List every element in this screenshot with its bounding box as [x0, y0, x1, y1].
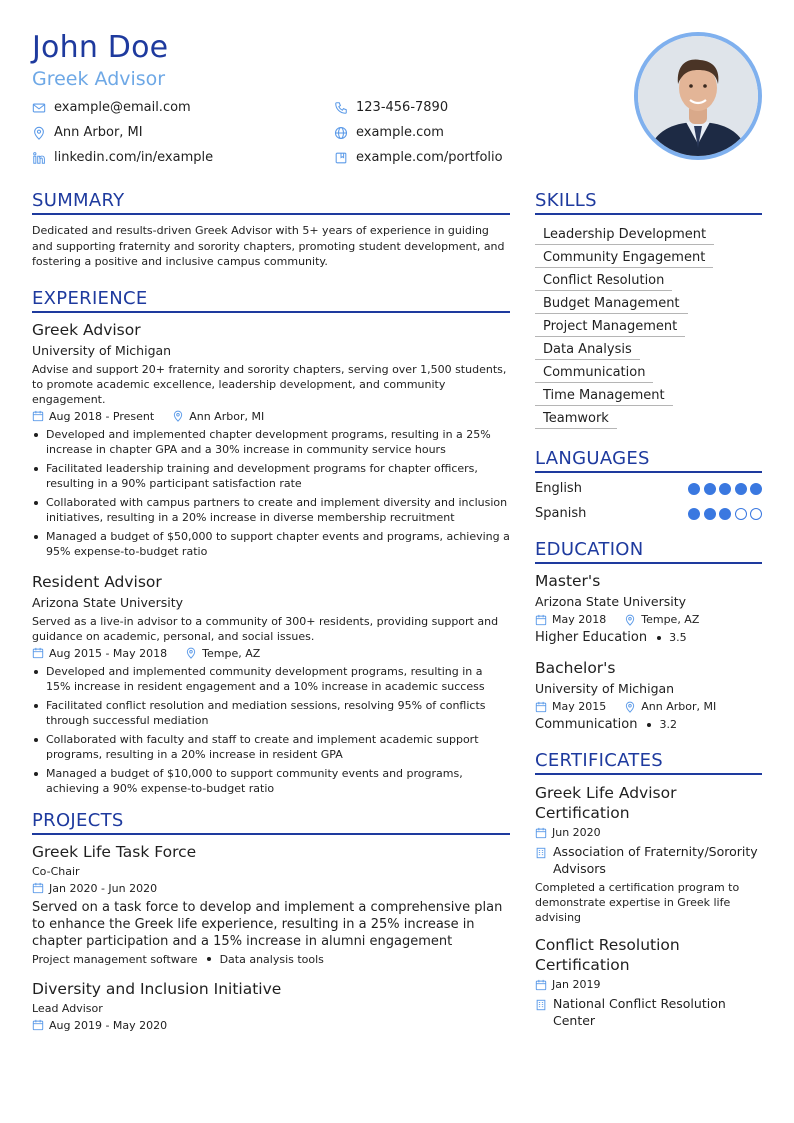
- bullet: Collaborated with campus partners to create and implement diversity and inclusion initiatives, resulting in a 20% increase in diverse membership recruitment: [32, 495, 510, 525]
- experience-bullets: [32, 664, 510, 796]
- experience-item: [32, 321, 510, 559]
- calendar-icon: [32, 882, 44, 894]
- contact-website[interactable]: [334, 125, 444, 140]
- experience-desc: Advise and support 20+ fraternity and sorority chapters, serving over 1,500 students, to promote academic excellence, leadership development, and community engagement.: [32, 362, 507, 406]
- project-tool: Project management software: [32, 952, 198, 966]
- education-item: [535, 659, 762, 732]
- certificate-issuer-row: [535, 843, 762, 877]
- contact-portfolio-text: example.com/portfolio: [356, 150, 503, 165]
- location-pin-icon: [172, 410, 184, 422]
- language-item: [535, 506, 762, 521]
- education-field: Communication: [535, 717, 638, 732]
- education-date: May 2018: [552, 613, 607, 626]
- project-meta: [32, 882, 510, 895]
- skill-item: Community Engagement: [535, 248, 713, 268]
- building-icon: [535, 999, 547, 1011]
- language-level: [685, 508, 763, 520]
- education-field-row: [535, 717, 762, 732]
- level-dot-filled: [735, 483, 747, 495]
- certificate-meta: [535, 978, 762, 991]
- left-column: [32, 190, 510, 1036]
- calendar-icon: [535, 979, 547, 991]
- certificate-issuer: National Conflict Resolution Center: [553, 996, 726, 1028]
- experience-heading: EXPERIENCE: [32, 288, 510, 313]
- project-meta: [32, 1019, 510, 1032]
- level-dot-filled: [719, 508, 731, 520]
- experience-location: Ann Arbor, MI: [189, 409, 265, 423]
- experience-location: Tempe, AZ: [202, 646, 261, 660]
- project-tool: Data analysis tools: [219, 952, 324, 966]
- location-pin-icon: [624, 701, 636, 713]
- contact-email[interactable]: [32, 100, 191, 115]
- right-column: [535, 190, 762, 1039]
- certificate-date: Jan 2019: [552, 978, 601, 991]
- project-role: Co-Chair: [32, 864, 80, 878]
- education-meta: [535, 700, 762, 713]
- building-icon: [535, 847, 547, 859]
- education-field: Higher Education: [535, 630, 648, 645]
- contact-linkedin[interactable]: [32, 150, 213, 165]
- skill-item: Communication: [535, 363, 653, 383]
- project-dates: Aug 2019 - May 2020: [49, 1018, 168, 1032]
- education-date: May 2015: [552, 700, 607, 713]
- project-title: Diversity and Inclusion Initiative: [32, 979, 282, 998]
- experience-org: Arizona State University: [32, 594, 184, 610]
- bullet: Facilitated conflict resolution and mediation sessions, resolving 95% of conflicts through successful mediation: [32, 698, 510, 728]
- project-desc: Served on a task force to develop and implement a comprehensive plan to enhance the Greek life experience, resulting in a 25% increase in chapter participation and a 15% increase in alumni engagement: [32, 899, 503, 949]
- bullet: Managed a budget of $50,000 to support chapter events and programs, achieving a 95% expense-to-budget ratio: [32, 529, 510, 559]
- experience-title: Greek Advisor: [32, 320, 141, 339]
- education-gpa: 3.5: [669, 631, 687, 644]
- mail-icon: [32, 101, 46, 115]
- experience-meta: [32, 410, 510, 423]
- education-gpa: 3.2: [659, 718, 677, 731]
- contact-email-text: example@email.com: [54, 100, 191, 115]
- certificate-desc: Completed a certification program to demonstrate expertise in Greek life advising: [535, 881, 740, 924]
- languages-heading: LANGUAGES: [535, 448, 762, 473]
- language-name: English: [535, 481, 582, 496]
- level-dot-filled: [750, 483, 762, 495]
- certificate-title: Greek Life Advisor Certification: [535, 784, 677, 822]
- level-dot-filled: [704, 508, 716, 520]
- certificate-meta: [535, 826, 762, 839]
- project-item: [32, 980, 510, 1032]
- education-location: Ann Arbor, MI: [641, 700, 717, 713]
- bullet: Developed and implemented chapter development programs, resulting in a 25% increase in chapter GPA and a 30% increase in community service hours: [32, 427, 510, 457]
- skill-item: Teamwork: [535, 409, 617, 429]
- project-role: Lead Advisor: [32, 1001, 103, 1015]
- education-heading: EDUCATION: [535, 539, 762, 564]
- calendar-icon: [535, 827, 547, 839]
- experience-dates: Aug 2018 - Present: [49, 409, 155, 423]
- certificate-date: Jun 2020: [552, 826, 601, 839]
- bullet: Managed a budget of $10,000 to support community events and programs, achieving a 90% expense-to-budget ratio: [32, 766, 510, 796]
- experience-bullets: [32, 427, 510, 559]
- skills-heading: SKILLS: [535, 190, 762, 215]
- skill-item: Project Management: [535, 317, 685, 337]
- project-dates: Jan 2020 - Jun 2020: [49, 881, 158, 895]
- education-meta: [535, 613, 762, 626]
- certificate-issuer-row: [535, 995, 762, 1029]
- level-dot-filled: [688, 508, 700, 520]
- education-item: [535, 572, 762, 645]
- globe-icon: [334, 126, 348, 140]
- contact-location-text: Ann Arbor, MI: [54, 125, 143, 140]
- certificate-item: [535, 783, 762, 925]
- skill-item: Time Management: [535, 386, 673, 406]
- experience-meta: [32, 647, 510, 660]
- experience-item: [32, 573, 510, 796]
- name: John Doe: [32, 30, 169, 65]
- certificate-issuer: Association of Fraternity/Sorority Advisors: [553, 844, 758, 876]
- contact-linkedin-text: linkedin.com/in/example: [54, 150, 214, 165]
- calendar-icon: [32, 1019, 44, 1031]
- calendar-icon: [535, 701, 547, 713]
- contact-location: [32, 125, 143, 140]
- calendar-icon: [535, 614, 547, 626]
- education-degree: Master's: [535, 572, 601, 590]
- level-dot-filled: [688, 483, 700, 495]
- location-pin-icon: [32, 126, 46, 140]
- education-school: Arizona State University: [535, 594, 687, 609]
- certificates-heading: CERTIFICATES: [535, 750, 762, 775]
- skill-item: Conflict Resolution: [535, 271, 672, 291]
- language-name: Spanish: [535, 506, 587, 521]
- bullet: Collaborated with faculty and staff to create and implement academic support programs, resulting in a 20% increase in resident GPA: [32, 732, 510, 762]
- project-item: [32, 843, 510, 966]
- language-item: [535, 481, 762, 496]
- bullet: Developed and implemented community development programs, resulting in a 15% increase in resident engagement and a 10% increase in academic success: [32, 664, 510, 694]
- job-title: Greek Advisor: [32, 68, 166, 90]
- experience-dates: Aug 2015 - May 2018: [49, 646, 168, 660]
- education-school: University of Michigan: [535, 681, 675, 696]
- contact-phone[interactable]: [334, 100, 448, 115]
- education-degree: Bachelor's: [535, 659, 616, 677]
- summary-heading: SUMMARY: [32, 190, 510, 215]
- linkedin-icon: [32, 151, 46, 165]
- certificate-title: Conflict Resolution Certification: [535, 936, 680, 974]
- skill-item: Data Analysis: [535, 340, 640, 360]
- phone-icon: [334, 101, 348, 115]
- projects-heading: PROJECTS: [32, 810, 510, 835]
- experience-title: Resident Advisor: [32, 572, 162, 591]
- education-location: Tempe, AZ: [641, 613, 700, 626]
- contact-website-text: example.com: [356, 125, 444, 140]
- avatar-portrait: [638, 36, 758, 156]
- languages-list: [535, 481, 762, 521]
- summary-text: Dedicated and results-driven Greek Advisor with 5+ years of experience in guiding and supporting fraternity and sorority chapters, promoting student development, and fostering a positive and inclusive campus community.: [32, 224, 505, 268]
- profile-photo: [634, 32, 762, 160]
- skill-item: Leadership Development: [535, 225, 714, 245]
- project-title: Greek Life Task Force: [32, 842, 197, 861]
- skill-item: Budget Management: [535, 294, 688, 314]
- location-pin-icon: [624, 614, 636, 626]
- level-dot-empty: [735, 508, 747, 520]
- location-pin-icon: [185, 647, 197, 659]
- level-dot-filled: [704, 483, 716, 495]
- calendar-icon: [32, 647, 44, 659]
- language-level: [685, 483, 763, 495]
- experience-desc: Served as a live-in advisor to a community of 300+ residents, providing support and guidance on academic, personal, and social issues.: [32, 614, 499, 643]
- experience-org: University of Michigan: [32, 342, 172, 358]
- project-tools: [32, 953, 510, 966]
- certificate-item: [535, 935, 762, 1029]
- contact-portfolio[interactable]: [334, 150, 503, 165]
- level-dot-empty: [750, 508, 762, 520]
- level-dot-filled: [719, 483, 731, 495]
- contact-phone-text: 123-456-7890: [356, 100, 449, 115]
- portfolio-icon: [334, 151, 348, 165]
- bullet: Facilitated leadership training and development programs for chapter officers, resulting in a 90% participant satisfaction rate: [32, 461, 510, 491]
- calendar-icon: [32, 410, 44, 422]
- skills-list: [535, 223, 762, 430]
- education-field-row: [535, 630, 762, 645]
